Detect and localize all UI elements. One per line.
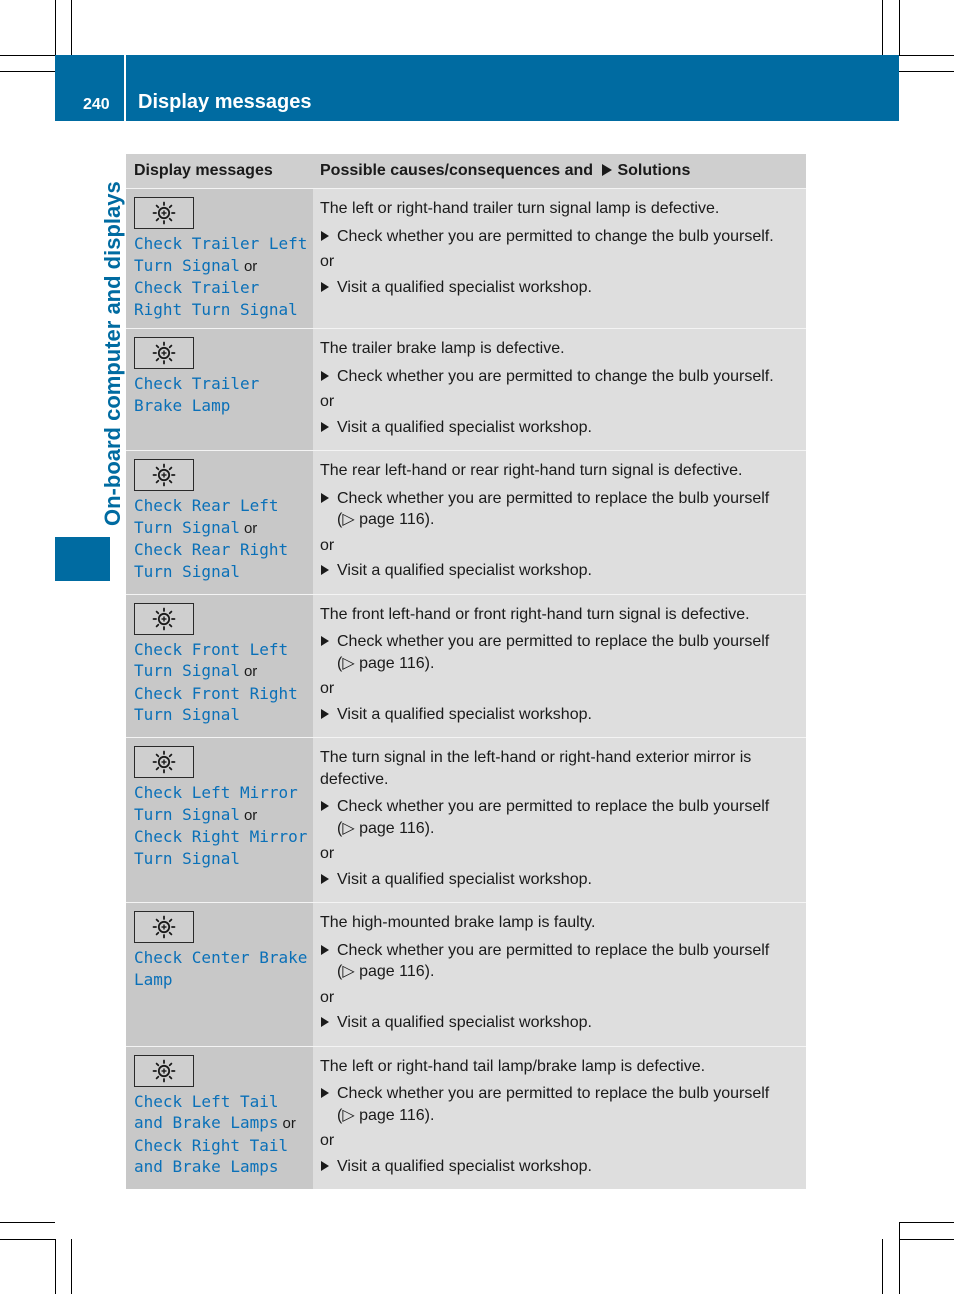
message-text xyxy=(134,639,305,726)
page-ref-link[interactable]: (▷ page 116). xyxy=(337,511,435,528)
page-ref-link[interactable]: (▷ page 116). xyxy=(337,819,435,837)
message-text xyxy=(134,233,308,320)
step-text: Check whether you are permitted to change the bulb yourself. xyxy=(337,367,774,385)
table-row xyxy=(126,329,806,451)
display-message-cell xyxy=(126,329,313,451)
page-number: 240 xyxy=(83,96,110,113)
message-line-text: Lamp xyxy=(134,969,173,989)
display-message-line xyxy=(134,561,305,583)
display-message-line xyxy=(134,373,305,395)
column-header-display-messages: Display messages xyxy=(126,154,313,189)
crop-mark xyxy=(71,0,72,55)
display-message-line xyxy=(134,395,305,417)
column-header-causes-solutions xyxy=(313,154,806,189)
crop-mark xyxy=(899,55,954,56)
message-line-text: and Brake Lamps xyxy=(134,1157,279,1176)
solution-step xyxy=(320,277,798,299)
display-messages-table xyxy=(126,154,806,1189)
page-ref-link[interactable]: (▷ page 116). xyxy=(337,1106,435,1124)
message-line-text: Turn Signal xyxy=(134,804,240,824)
step-text: Check whether you are permitted to replace the bulb yourself xyxy=(337,941,770,959)
crop-mark xyxy=(0,71,55,72)
or-text: or xyxy=(282,1115,296,1132)
solution-cell xyxy=(313,329,806,451)
display-message-line xyxy=(134,277,305,299)
page-ref-link[interactable]: (▷ page 116). xyxy=(337,963,435,980)
step-text: Visit a qualified specialist workshop. xyxy=(337,562,592,579)
header-divider xyxy=(124,55,126,121)
solution-step xyxy=(320,560,798,582)
cause-text: The front left-hand or front right-hand turn signal is defective. xyxy=(320,605,750,623)
display-message-cell xyxy=(126,451,313,595)
or-text: or xyxy=(320,393,335,410)
message-line-text: Turn Signal xyxy=(134,661,240,680)
message-line-text: Turn Signal xyxy=(134,705,240,724)
message-line-text: Turn Signal xyxy=(134,848,240,868)
display-message-line xyxy=(134,1156,305,1178)
bulb-icon xyxy=(134,1055,194,1087)
step-text: Check whether you are permitted to replace the bulb yourself xyxy=(337,489,770,507)
solution-step xyxy=(320,366,798,388)
display-message-line xyxy=(134,495,305,517)
message-line-text: Turn Signal xyxy=(134,561,240,581)
crop-mark xyxy=(899,1222,900,1294)
cause-text: The trailer brake lamp is defective. xyxy=(320,340,565,357)
crop-mark xyxy=(899,1239,954,1240)
cause-text: The turn signal in the left-hand or right-hand exterior mirror is defective. xyxy=(320,749,752,788)
table-row xyxy=(126,1046,806,1189)
table-row xyxy=(126,738,806,903)
message-line-text: Check Front Right xyxy=(134,683,298,703)
cause-text: The left or right-hand trailer turn signal lamp is defective. xyxy=(320,200,720,217)
solution-step xyxy=(320,1012,798,1034)
page-title: Display messages xyxy=(138,91,312,113)
or-text: or xyxy=(243,663,258,680)
solution-cell xyxy=(313,1046,806,1189)
crop-mark xyxy=(0,1239,55,1240)
solution-cell xyxy=(313,189,806,329)
bulb-icon xyxy=(134,197,194,229)
message-line-text: Check Front Left xyxy=(134,639,289,659)
display-message-cell xyxy=(126,189,313,329)
display-message-line xyxy=(134,782,305,804)
table-row xyxy=(126,451,806,595)
message-line-text: and Brake Lamps xyxy=(134,1113,279,1132)
solution-step xyxy=(320,1083,798,1126)
message-line-text: Check Center Brake xyxy=(134,948,308,967)
message-text xyxy=(134,947,308,990)
display-message-line xyxy=(134,1091,305,1113)
message-line-text: Brake Lamp xyxy=(134,395,231,415)
column-header-causes: Possible causes/consequences and xyxy=(320,162,594,179)
bulb-icon xyxy=(134,337,194,369)
step-text: Visit a qualified specialist workshop. xyxy=(337,278,592,296)
display-message-line xyxy=(134,299,305,321)
or-text: or xyxy=(320,680,335,697)
solution-step xyxy=(320,417,798,439)
message-text xyxy=(134,495,305,582)
message-line-text: Turn Signal xyxy=(134,255,240,275)
solution-step xyxy=(320,796,798,839)
display-message-line xyxy=(134,539,305,561)
bulb-icon xyxy=(134,746,194,778)
message-text xyxy=(134,373,305,416)
table-row xyxy=(126,903,806,1047)
section-title: On-board computer and displays xyxy=(100,181,125,526)
or-text: or xyxy=(320,1132,335,1149)
display-message-line xyxy=(134,1112,305,1135)
message-line-text: Turn Signal xyxy=(134,517,240,537)
display-message-line xyxy=(134,704,305,726)
solution-step xyxy=(320,869,798,891)
message-line-text: Check Rear Right xyxy=(134,540,289,559)
cause-text: The high-mounted brake lamp is faulty. xyxy=(320,914,596,931)
column-header-solutions: Solutions xyxy=(617,162,691,179)
bulb-icon xyxy=(134,459,194,491)
display-message-line xyxy=(134,826,308,848)
display-message-line xyxy=(134,255,305,278)
solution-cell xyxy=(313,594,806,738)
bulb-icon xyxy=(134,603,194,635)
message-line-text: Check Trailer Left xyxy=(134,234,308,253)
or-text: or xyxy=(243,257,258,275)
step-text: Visit a qualified specialist workshop. xyxy=(337,705,592,723)
or-text: or xyxy=(320,536,335,554)
or-text: or xyxy=(320,988,335,1006)
display-message-line xyxy=(134,683,305,705)
table-row xyxy=(126,594,806,738)
step-text: Visit a qualified specialist workshop. xyxy=(337,1157,592,1175)
message-line-text: Check Trailer xyxy=(134,374,260,393)
page-ref-link[interactable]: (▷ page 116). xyxy=(337,654,435,672)
solution-cell xyxy=(313,451,806,595)
solution-step xyxy=(320,631,798,674)
solution-step xyxy=(320,1156,798,1178)
solution-step xyxy=(320,226,798,248)
display-message-line xyxy=(134,969,305,991)
step-text: Visit a qualified specialist workshop. xyxy=(337,418,592,436)
crop-mark xyxy=(55,0,56,55)
crop-mark xyxy=(71,1239,72,1294)
crop-mark xyxy=(899,1222,954,1223)
solution-step xyxy=(320,488,798,531)
display-message-line xyxy=(134,517,305,540)
display-message-cell xyxy=(126,903,313,1047)
message-text xyxy=(134,782,308,869)
display-message-line xyxy=(134,660,305,683)
solution-step xyxy=(320,940,798,983)
crop-mark xyxy=(899,71,954,72)
play-arrow-icon xyxy=(601,164,613,176)
display-message-line xyxy=(134,233,308,255)
message-line-text: Check Right Tail xyxy=(134,1135,289,1155)
crop-mark xyxy=(0,1222,55,1223)
section-tab xyxy=(55,537,110,581)
crop-mark xyxy=(882,0,883,55)
solution-cell xyxy=(313,738,806,903)
solution-cell xyxy=(313,903,806,1047)
display-message-line xyxy=(134,848,305,870)
step-text: Check whether you are permitted to change the bulb yourself. xyxy=(337,227,774,245)
solution-step xyxy=(320,704,798,726)
bulb-icon xyxy=(134,911,194,943)
display-message-cell xyxy=(126,1046,313,1189)
crop-mark xyxy=(882,1239,883,1294)
crop-mark xyxy=(0,55,55,56)
display-message-line xyxy=(134,804,305,827)
or-text: or xyxy=(320,253,335,270)
step-text: Visit a qualified specialist workshop. xyxy=(337,1014,592,1031)
display-message-cell xyxy=(126,594,313,738)
step-text: Check whether you are permitted to replace the bulb yourself xyxy=(337,798,770,815)
message-line-text: Check Left Mirror xyxy=(134,783,298,802)
cause-text: The rear left-hand or rear right-hand turn signal is defective. xyxy=(320,462,743,479)
crop-mark xyxy=(899,0,900,55)
table-header-row xyxy=(126,154,806,189)
message-line-text: Check Rear Left xyxy=(134,496,279,515)
table-row xyxy=(126,189,806,329)
step-text: Check whether you are permitted to replace the bulb yourself xyxy=(337,633,770,650)
or-text: or xyxy=(243,519,258,537)
message-line-text: Check Trailer xyxy=(134,278,260,297)
step-text: Check whether you are permitted to replace the bulb yourself xyxy=(337,1085,770,1102)
message-line-text: Check Left Tail xyxy=(134,1091,279,1111)
display-message-cell xyxy=(126,738,313,903)
display-message-line xyxy=(134,639,305,661)
crop-mark xyxy=(55,1239,56,1294)
cause-text: The left or right-hand tail lamp/brake lamp is defective. xyxy=(320,1057,706,1075)
or-text: or xyxy=(320,845,335,862)
or-text: or xyxy=(243,806,258,824)
message-line-text: Check Right Mirror xyxy=(134,827,308,846)
message-line-text: Right Turn Signal xyxy=(134,299,298,319)
message-text xyxy=(134,1091,305,1178)
step-text: Visit a qualified specialist workshop. xyxy=(337,870,592,888)
display-message-line xyxy=(134,947,308,969)
display-message-line xyxy=(134,1135,305,1157)
